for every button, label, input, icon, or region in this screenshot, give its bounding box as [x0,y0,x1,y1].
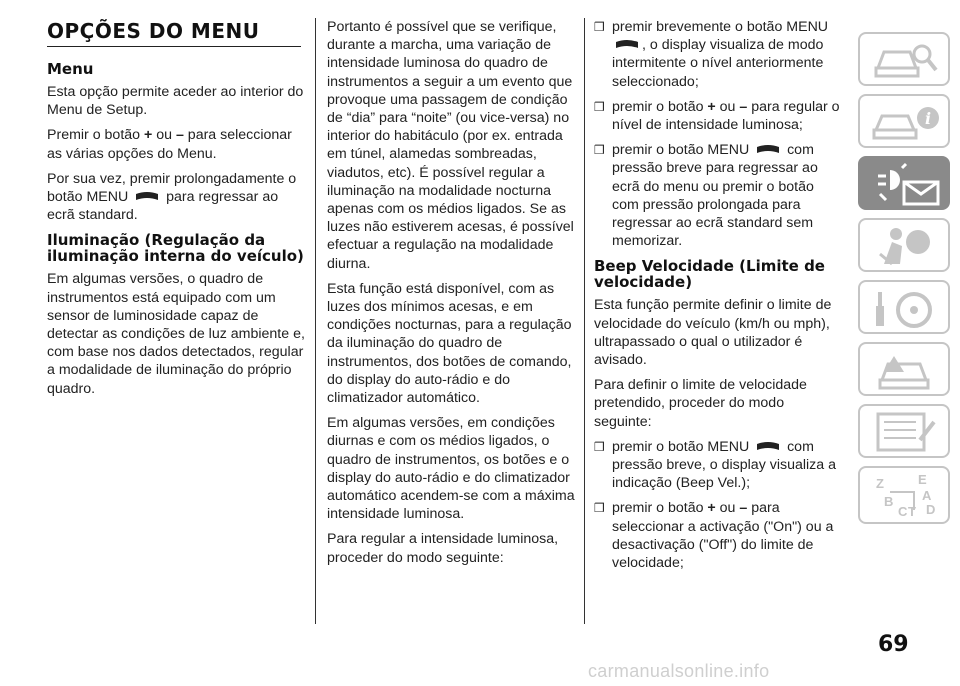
column-divider [315,18,316,624]
menu-button-icon [755,144,781,156]
bullet-item: ❒ premir brevemente o botão MENU , o display visualiza de modo intermitente o nível anteriormente seleccionado; [594,19,829,90]
tab-service-list[interactable] [858,404,950,458]
column-3 [594,18,844,579]
minus-symbol: – [739,500,748,517]
bullet-item: ❒ premir o botão + ou – para seleccionar a activação ("On") ou a desactivação ("Off") do limite de velocidade; [594,500,834,572]
plus-symbol: + [707,500,716,517]
tab-car-search[interactable] [858,32,950,86]
paragraph: Esta função está disponível, com as luzes dos mínimos acesas, e em condições nocturnas, para a regulação da iluminação do quadro de instrumentos, dos botões de comando, do display do auto-rádio e do climatizador automático. [327,280,572,407]
tab-alphabetical-index[interactable] [858,466,950,524]
svg-text:i: i [925,109,932,128]
menu-button-icon [755,441,781,453]
plus-symbol: + [707,98,716,115]
paragraph: Esta opção permite aceder ao interior do Menu de Setup. [47,84,304,119]
car-search-icon [870,38,942,82]
checkbox-bullet-icon: ❒ [594,143,605,158]
paragraph: Em algumas versões, em condições diurnas e com os médios ligados, o quadro de instrumentos, os botões e o display do auto-rádio e do climatizador automático acendem-se com a máxima intensidade luminosa. [327,415,575,523]
column-2 [327,18,575,574]
airbag-person-icon [870,224,942,268]
watermark: carmanualsonline.info [588,661,770,681]
menu-button-icon [134,191,160,203]
index-letter: E [918,472,927,487]
page-title: OPÇÕES DO MENU [47,19,260,43]
bullet-item: ❒ premir o botão MENU com pressão breve para regressar ao ecrã do menu ou premir o botão com pressão prolongada para regressar ao ecrã standard sem memorizar. [594,142,818,250]
plus-symbol: + [144,127,153,144]
checkbox-bullet-icon: ❒ [594,99,605,114]
title-rule [47,46,301,47]
heading-menu: Menu [47,60,94,78]
steering-tools-icon [870,286,942,330]
service-list-icon [870,410,942,454]
tab-steering-tools[interactable] [858,280,950,334]
bullet-item: ❒ premir o botão + ou – para regular o nível de intensidade luminosa; [594,98,840,134]
paragraph: Em algumas versões, o quadro de instrumentos está equipado com um sensor de luminosidade capaz de detectar as condições de luz ambiente e, com base nos dados detectados, regular a modalidade de iluminação do próprio quadro. [47,271,305,397]
minus-symbol: – [175,127,184,144]
car-info-icon [870,100,942,144]
tab-car-info[interactable] [858,94,950,148]
paragraph: Para regular a intensidade luminosa, proceder do modo seguinte: [327,531,559,566]
heading-beep-velocidade: Beep Velocidade (Limite de velocidade) [594,257,825,292]
index-letter: T [908,504,916,519]
heading-iluminacao: Iluminação (Regulação da iluminação interna do veículo) [47,231,304,266]
index-letter: C [898,504,908,519]
bullet-item: ❒ premir o botão MENU com pressão breve, o display visualiza a indicação (Beep Vel.); [594,438,836,492]
menu-button-icon [614,39,640,51]
column-1 [47,18,305,405]
index-letter: A [922,488,932,503]
tab-airbag-safety[interactable] [858,218,950,272]
index-letter: Z [876,476,884,491]
index-letters-icon [870,472,942,520]
paragraph: Premir o botão + ou – para seleccionar as várias opções do Menu. [47,127,292,162]
paragraph: Portanto é possível que se verifique, durante a marcha, uma variação de intensidade luminosa do quadro de instrumentos a seguir a um evento que provoque uma passagem de condição de “dia” para “noite” (ou vice-versa) no interior do habitáculo (por ex. entrada em túnel, alamedas sombreadas, viadutos, etc). É possível regular a iluminação na modalidade nocturna apenas com os médios ligados. Se as luzes não estiverem acesas, é possível efectuar a regulação na modalidade diurna. [327,19,574,272]
dashboard-light-icon [870,162,942,206]
index-letter: D [926,502,936,517]
minus-symbol: – [739,98,748,115]
checkbox-bullet-icon: ❒ [594,501,605,516]
index-letter: B [884,494,894,509]
paragraph: Esta função permite definir o limite de velocidade do veículo (km/h ou mph), ultrapassado o qual o utilizador é avisado. [594,297,832,369]
tab-car-warning[interactable] [858,342,950,396]
paragraph: Para definir o limite de velocidade pretendido, proceder do modo seguinte: [594,377,807,430]
page-number: 69 [878,632,909,657]
checkbox-bullet-icon: ❒ [594,20,605,34]
tab-dashboard-lights[interactable] [858,156,950,210]
checkbox-bullet-icon: ❒ [594,439,605,454]
paragraph: Por sua vez, premir prolongadamente o botão MENU para regressar ao ecrã standard. [47,170,297,224]
column-divider [584,18,585,624]
car-warning-icon [870,348,942,392]
